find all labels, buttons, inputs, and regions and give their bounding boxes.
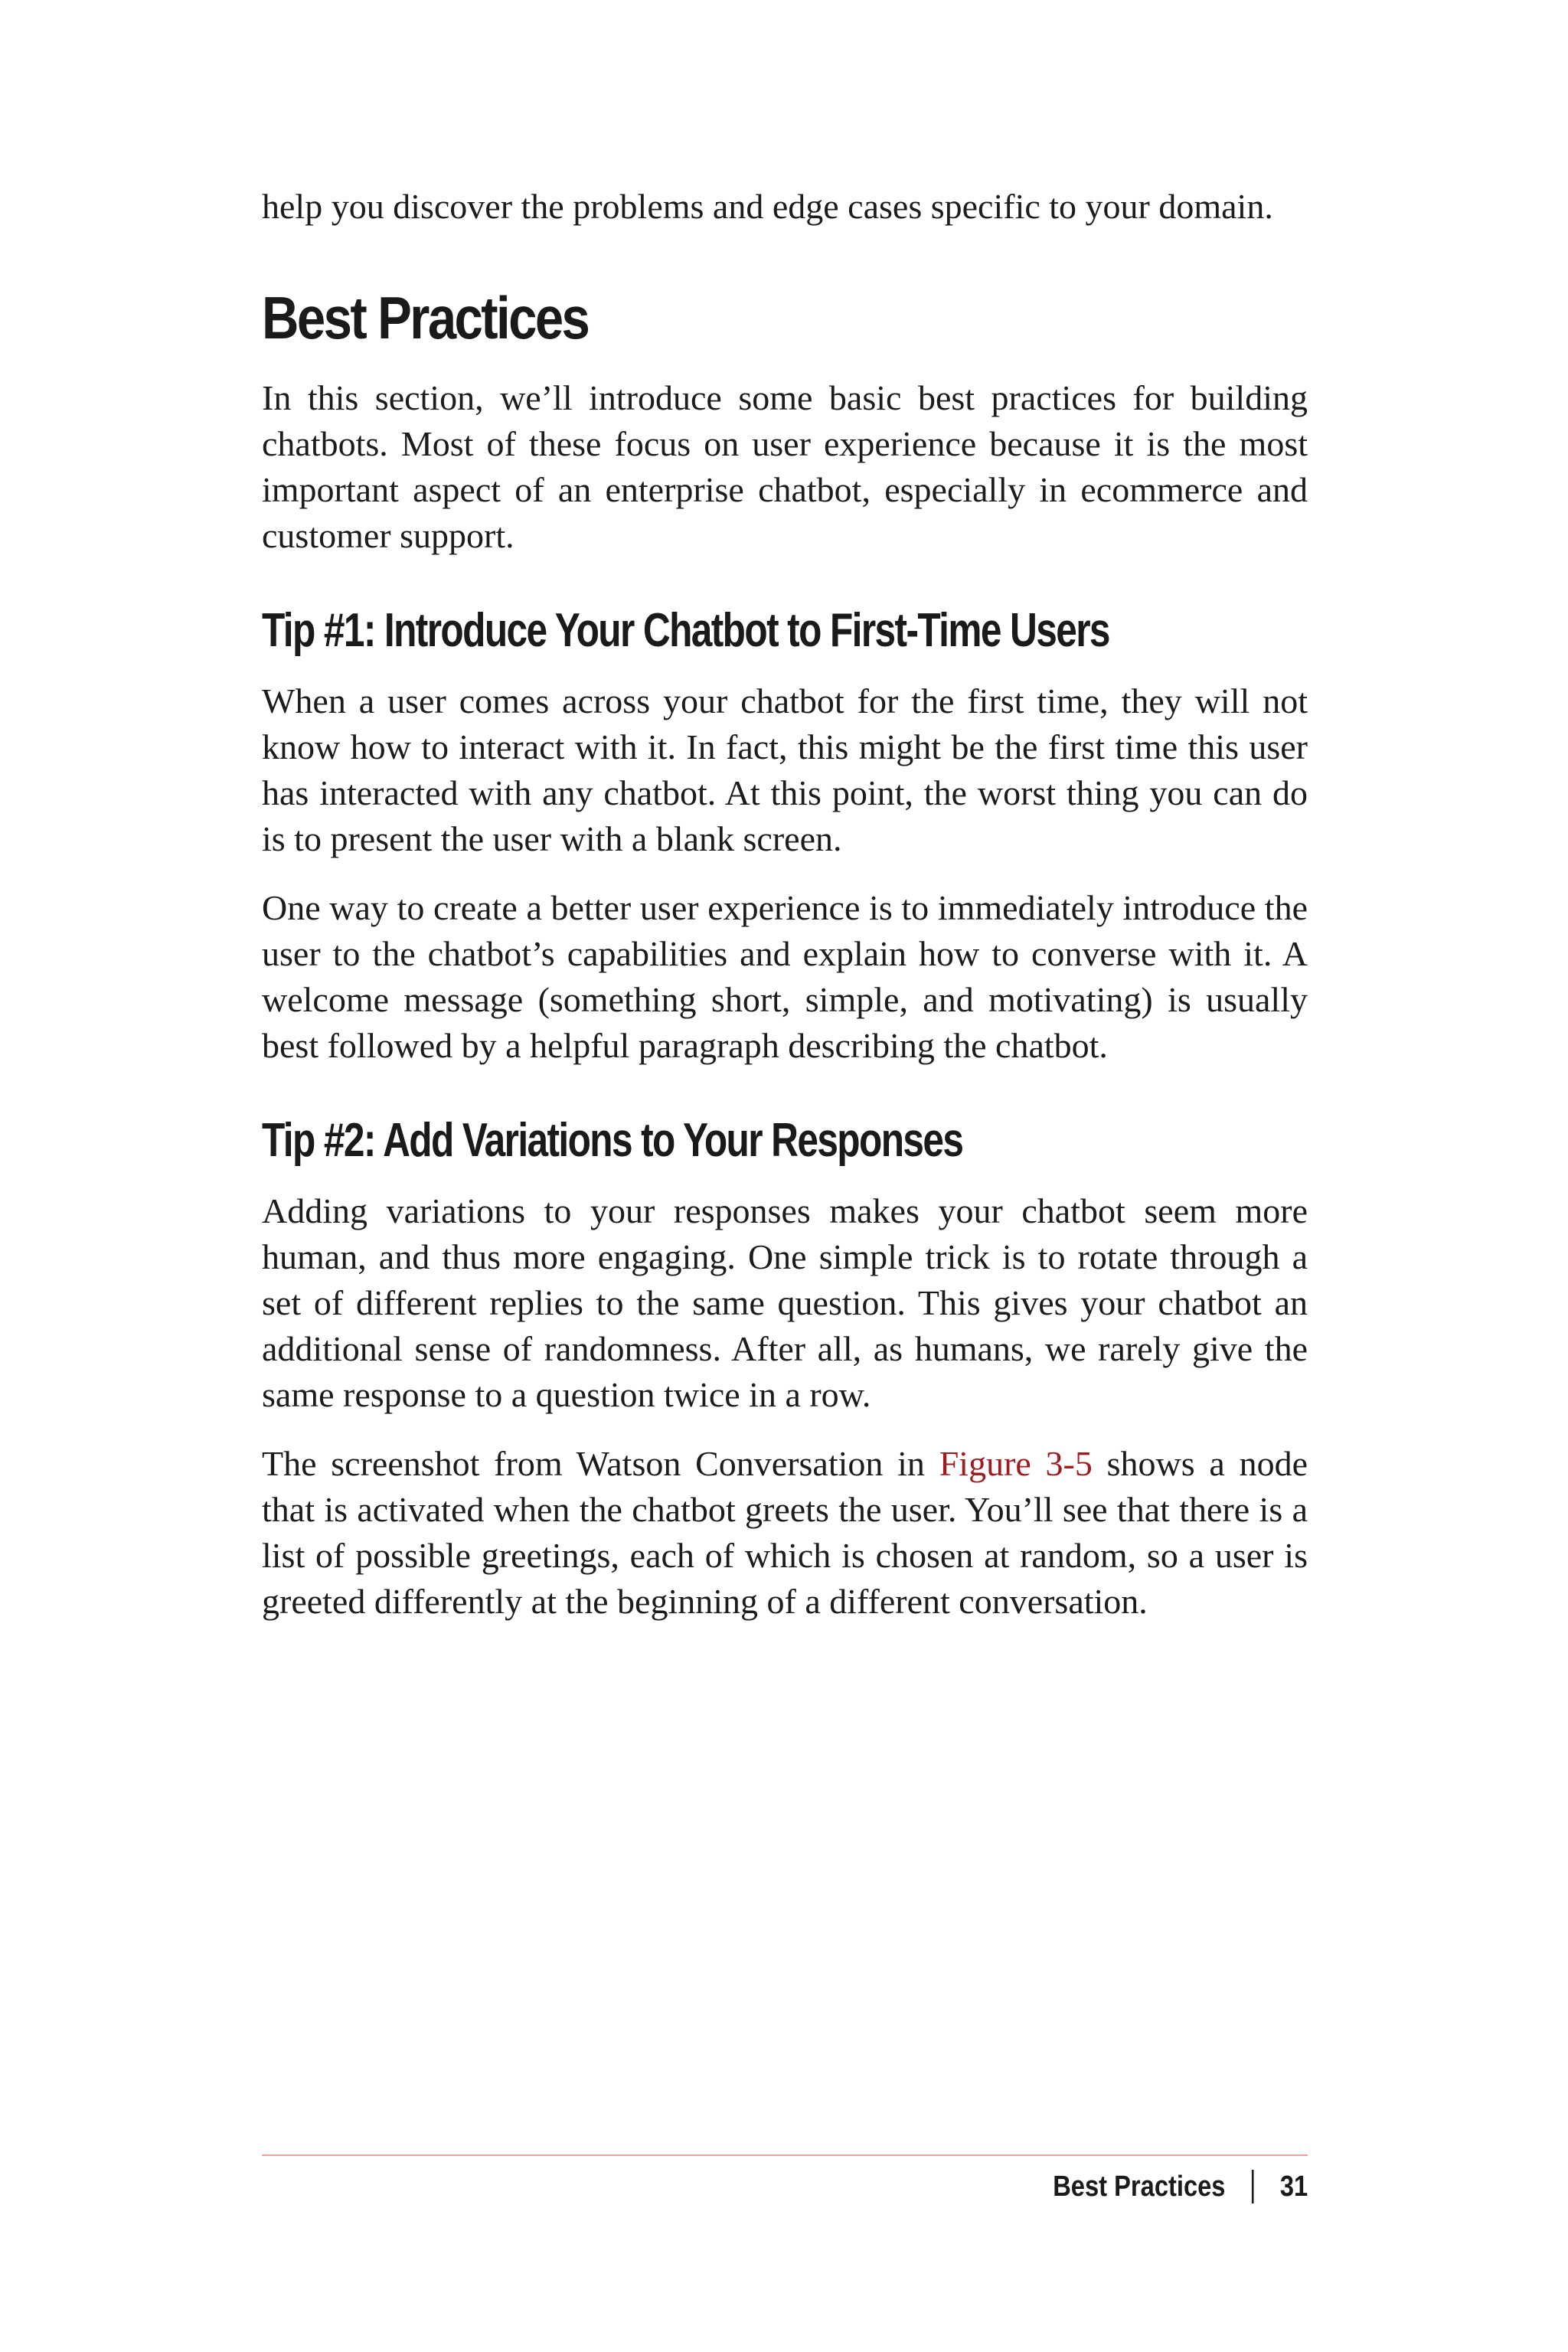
page-content xyxy=(262,184,1308,1625)
tip2-paragraph-1: Adding variations to your responses makes your chatbot seem more human, and thus more engaging. One simple trick is to rotate through a set of different replies to the same question. This gives your chatbot an additional sense of randomness. After all, as humans, we rarely give the same response to a question twice in a row. xyxy=(262,1191,1308,1414)
tip1-heading: Tip #1: Introduce Your Chatbot to First-Time Users xyxy=(262,604,1109,657)
tip1-paragraph-1: When a user comes across your chatbot for the first time, they will not know how to interact with it. In fact, this might be the first time this user has interacted with any chatbot. At this point, the worst thing you can do is to present the user with a blank screen. xyxy=(262,681,1308,858)
tip2-heading: Tip #2: Add Variations to Your Responses xyxy=(262,1114,963,1167)
figure-link[interactable]: Figure 3-5 xyxy=(939,1444,1093,1483)
tip2-paragraph-2-end: shows a node that is activated when the chatbot greets the user. You’ll see that there is a list of possible greetings, each of which is chosen at random, so a user is greeted differently at the beginning of a different conversation. xyxy=(262,1444,1308,1621)
section-intro-paragraph: In this section, we’ll introduce some basic best practices for building chatbots. Most of these focus on user experience because it is the most important aspect of an enterprise chatbot, especially in ecommerce and customer support. xyxy=(262,378,1308,555)
running-footer xyxy=(1053,2170,1308,2203)
continued-paragraph: help you discover the problems and edge cases specific to your domain. xyxy=(262,187,1273,226)
footer-divider xyxy=(262,2154,1308,2156)
tip2-paragraph-2-start: The screenshot from Watson Conversation in xyxy=(262,1444,939,1483)
footer-section-name: Best Practices xyxy=(1052,2170,1226,2203)
tip1-paragraph-2: One way to create a better user experience is to immediately introduce the user to the chatbot’s capabilities and explain how to converse with it. A welcome message (something short, simple, and motivating) is usually best followed by a helpful paragraph describing the chatbot. xyxy=(262,888,1308,1065)
page-footer xyxy=(262,2154,1308,2203)
section-heading: Best Practices xyxy=(262,284,589,351)
page-number: 31 xyxy=(1279,2170,1308,2203)
tip2-paragraph-2 xyxy=(262,1441,1308,1625)
footer-separator xyxy=(1252,2170,1254,2203)
